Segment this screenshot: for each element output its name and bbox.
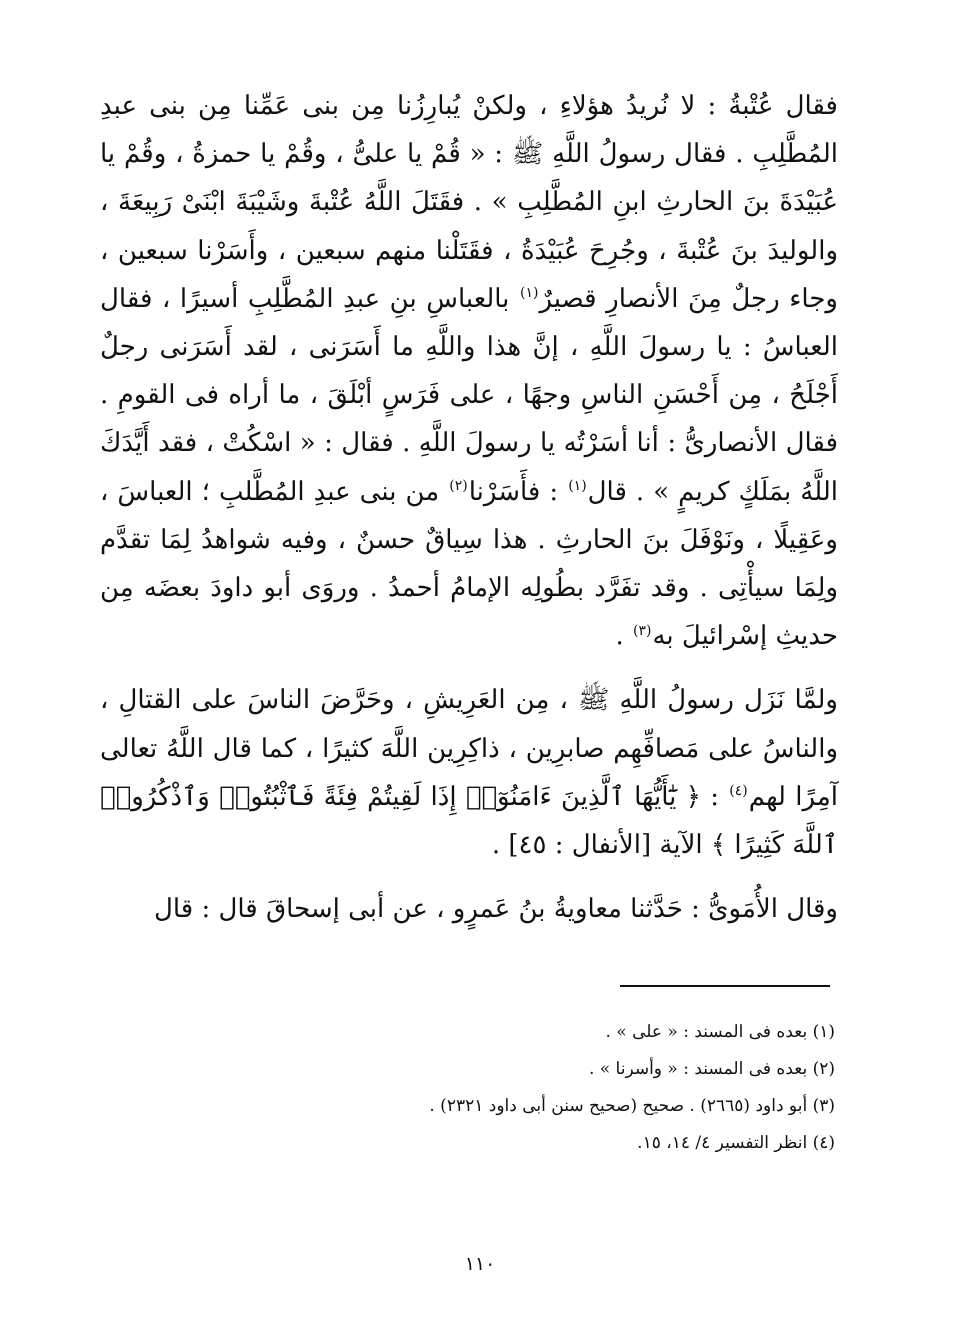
text-run: بالعباسِ بنِ عبدِ المُطَّلِبِ أسيرًا ، فقال العباسُ : يا رسولَ اللَّهِ ، إنَّ هذا واللَّهِ ما أَسَرَنى ، لقد أَسَرَنى رجلٌ أَجْلَحُ ، مِن أَحْسَنِ الناسِ وجهًا ، على فَرَسٍ أبْلَقَ ، ما أراه فى القومِ . فقال الأنصارىُّ : أنا أسَرْتُه يا رسولَ اللَّهِ . فقال : « اسْكُتْ ، فقد أَيَّدَكَ اللَّهُ بمَلَكٍ كريمٍ » . قال [100,283,838,507]
footnote-4: (٤) انظر التفسير ٤/ ١٤، ١٥. [637,1133,835,1153]
footnote-marker: (٣) [632,622,652,639]
footnote-marker: (١) [568,477,587,494]
text-run: ولمَّا نَزَل رسولُ اللَّهِ ﷺ ، مِن العَرِيشِ ، وحَرَّضَ الناسَ على القتالِ ، والناسُ على مَصافِّهِم صابرِين ، ذاكِرِين اللَّهَ كثيرًا ، كما قال اللَّهُ تعالى آمِرًا لهم [100,685,838,812]
text-run: من بنى عبدِ المُطَّلبِ ؛ العباسَ ، وعَقِيلًا ، ونَوْفَلَ بنَ الحارثِ . هذا سِياقٌ حسنٌ ، وفيه شواهدُ لِمَا تقدَّم ولِمَا سيأْتِى . وقد تفَرَّد بطُولِه الإمامُ أحمدُ . وروَى أبو داودَ بعضَه مِن حديثِ إسْرائيلَ به [100,476,838,652]
footnote-1: (١) بعده فى المسند : « على » . [605,1022,835,1042]
text-run: وقال الأُمَوىُّ : حَدَّثنا معاويةُ بنُ عَمرٍو ، عن أبى إسحاقَ قال : قال [153,894,838,925]
text-run: فقال عُتْبةُ : لا نُريدُ هؤلاءِ ، ولكنْ يُبارِزُنا مِن بنى عَمِّنا مِن بنى عبدِ المُطَّلِبِ . فقال رسولُ اللَّهِ ﷺ : « قُمْ يا علىُّ ، وقُمْ يا حمزةُ ، وقُمْ يا عُبَيْدَةَ بنَ الحارثِ ابنِ المُطَّلِبِ » . فقَتَلَ اللَّهُ عُتْبةَ وشَيْبَةَ ابْنَىْ رَبِيعَةَ ، والوليدَ بنَ عُتْبةَ ، وجُرِحَ عُبَيْدَةُ ، فقَتَلْنا منهم سبعين ، وأَسَرْنا سبعين ، وجاء رجلٌ مِنَ الأنصارِ قصيرٌ [100,91,838,314]
text-run: . [615,621,632,652]
main-text [100,82,838,933]
paragraph-3 [100,885,838,933]
footnote-2: (٢) بعده فى المسند : « وأسرنا » . [588,1059,835,1079]
text-run: الآية [الأنفال : ٤٥] . [491,830,711,861]
page-number: ١١٠ [464,1253,496,1275]
footnote-marker: (٢) [449,477,468,494]
quran-quote: ﴿ يَٰٓأَيُّهَا ٱلَّذِينَ ءَامَنُوٓا۟ إِذَا لَقِيتُمْ فِئَةً فَٱثْبُتُوا۟ وَٱذْكُرُوا۟ ٱللَّهَ كَثِيرًا ﴾ [100,781,838,861]
paragraph-2 [100,676,838,869]
footnote-divider [620,985,830,987]
text-run: : فأَسَرْنا [468,476,568,507]
footnote-marker: (٤) [729,783,748,800]
text-run: : [700,781,729,812]
footnote-marker: (١) [519,285,539,302]
paragraph-1 [100,82,838,660]
footnote-3: (٣) أبو داود (٢٦٦٥) . صحيح (صحيح سنن أبى داود ٢٣٢١) . [429,1096,835,1116]
footnotes [300,1014,835,1162]
